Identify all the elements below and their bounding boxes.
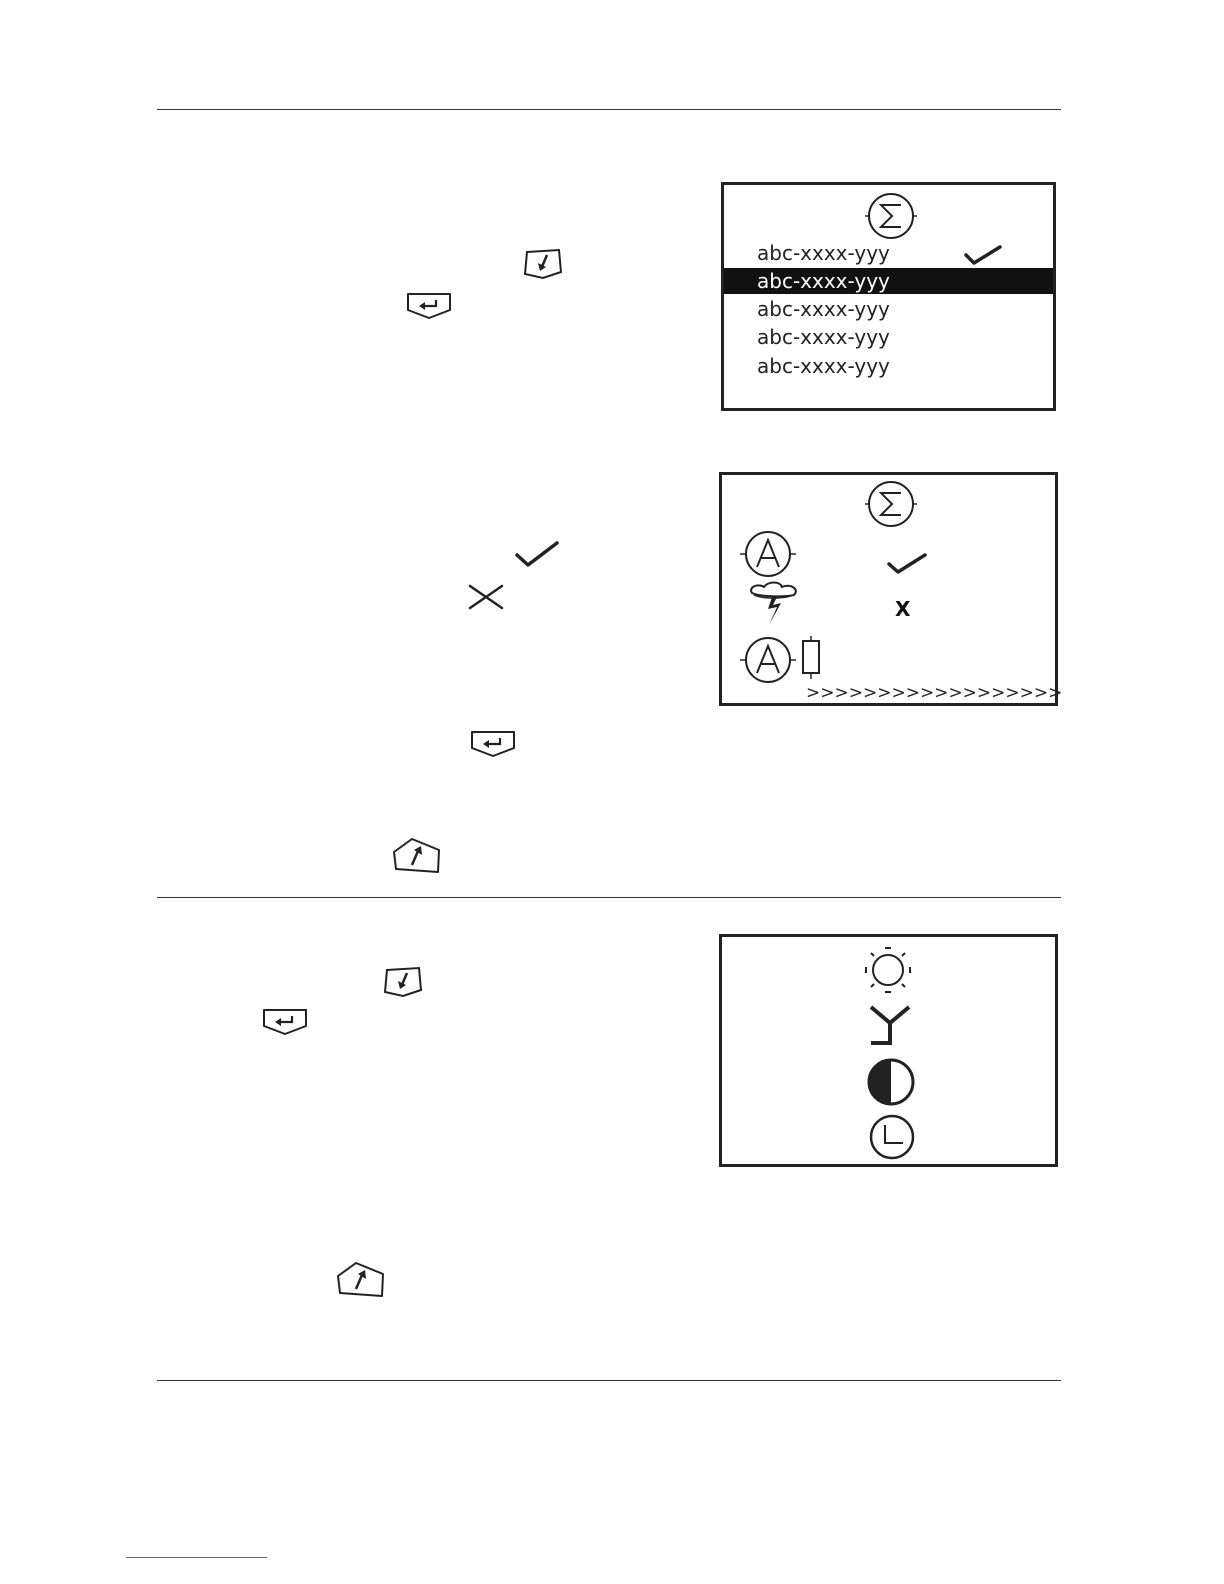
list-item-label: abc-xxxx-yyy — [757, 297, 890, 321]
enter-key-icon — [261, 1006, 309, 1036]
bottom-rule — [157, 1380, 1061, 1381]
list-item-selected[interactable] — [724, 268, 1053, 294]
list-item[interactable] — [724, 353, 1053, 379]
sigma-icon — [863, 193, 919, 239]
ammeter-icon — [740, 531, 796, 577]
progress-indicator: >>>>>>>>>>>>>>>>>> — [806, 683, 1063, 703]
storm-cloud-icon — [746, 581, 802, 631]
down-arrow-key-icon — [382, 966, 424, 998]
status-screen — [719, 472, 1063, 706]
enter-key-icon — [405, 290, 453, 320]
cross-icon — [467, 583, 505, 611]
checkmark-icon — [887, 551, 927, 575]
list-item-label: abc-xxxx-yyy — [757, 354, 890, 378]
up-arrow-key-icon — [334, 1260, 386, 1300]
list-item[interactable] — [724, 324, 1053, 350]
section-divider — [157, 897, 1061, 898]
checkmark-icon — [514, 538, 560, 568]
up-arrow-key-icon — [390, 836, 442, 876]
clock-icon[interactable] — [867, 1112, 917, 1162]
footer-link-underline — [126, 1557, 267, 1558]
ammeter-icon — [740, 637, 796, 683]
down-arrow-key-icon — [522, 248, 564, 280]
battery-icon — [800, 635, 822, 681]
list-item-label: abc-xxxx-yyy — [757, 269, 890, 293]
list-item[interactable] — [724, 240, 1053, 266]
checkmark-icon — [964, 243, 1002, 265]
language-list-screen — [721, 182, 1056, 411]
list-item-label: abc-xxxx-yyy — [757, 241, 890, 265]
contrast-icon[interactable] — [864, 1055, 918, 1109]
sigma-icon — [863, 481, 919, 527]
antenna-icon[interactable] — [865, 1003, 915, 1049]
fail-mark: X — [895, 597, 911, 621]
top-rule — [157, 109, 1061, 110]
brightness-icon[interactable] — [863, 945, 913, 995]
enter-key-icon — [469, 728, 517, 758]
list-item-label: abc-xxxx-yyy — [757, 325, 890, 349]
list-item[interactable] — [724, 296, 1053, 322]
settings-screen — [719, 934, 1058, 1167]
